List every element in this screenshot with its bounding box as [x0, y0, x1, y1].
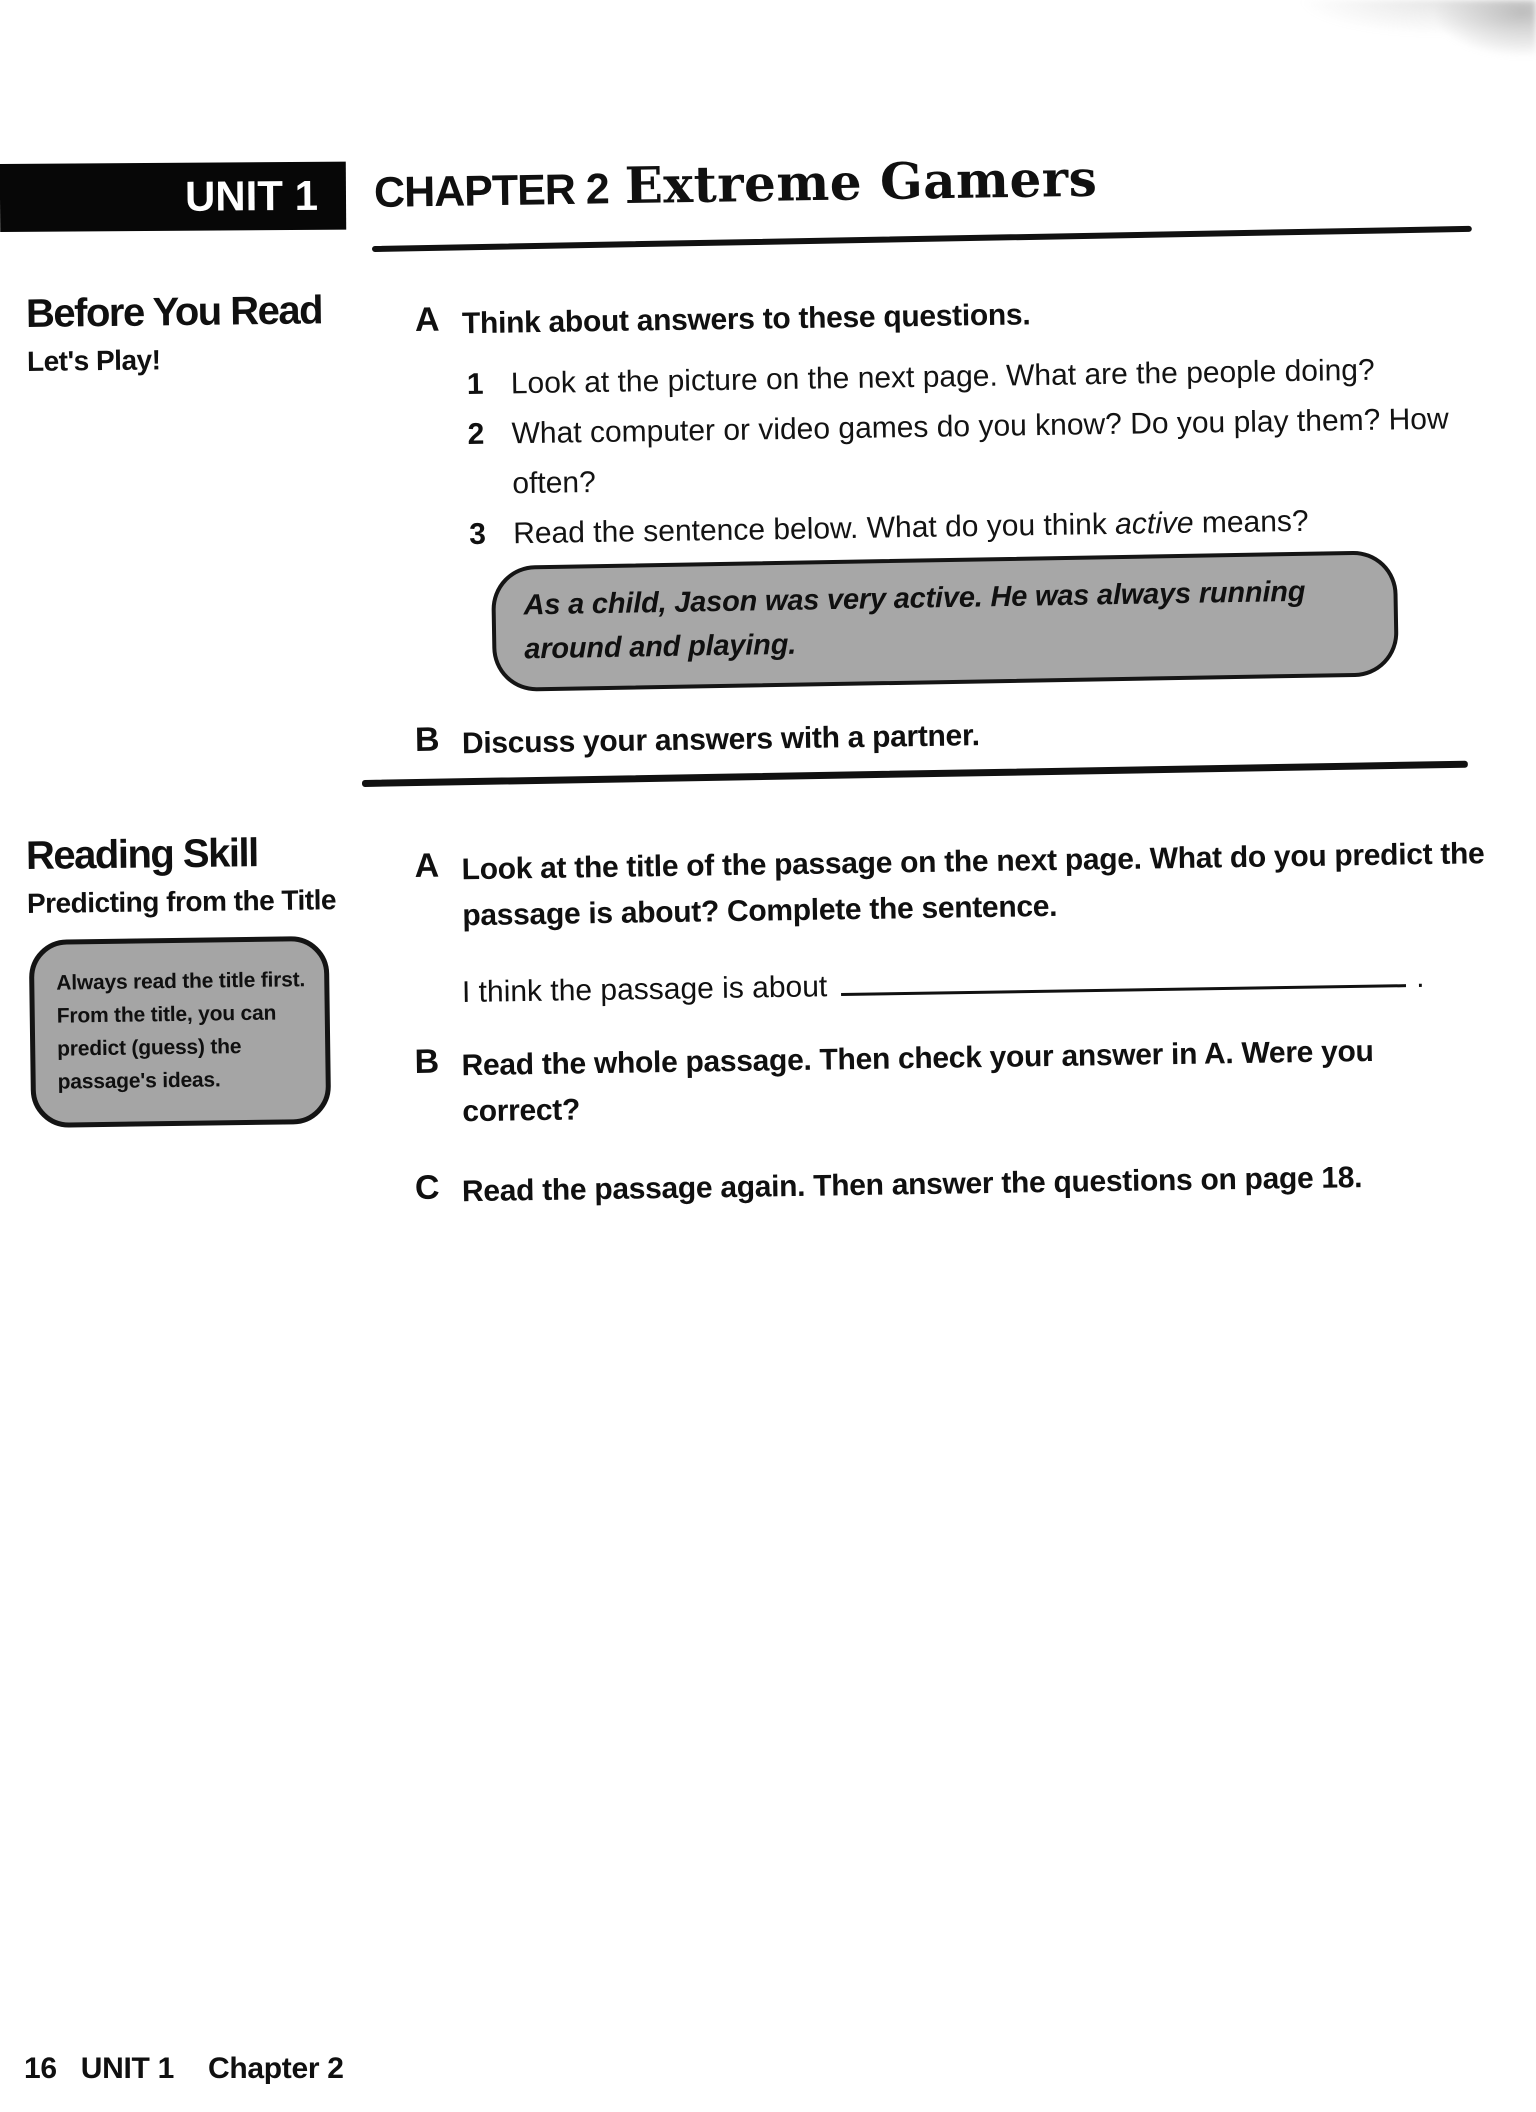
- section-instruction: Look at the title of the passage on the next page. What do you predict the passage is about? Complete the sentence.: [461, 837, 1485, 933]
- rs-section-b: [414, 1025, 1472, 1136]
- example-sentence: As a child, Jason was very active. He was always running around and playing.: [523, 575, 1306, 666]
- question-number: 3: [468, 517, 487, 551]
- fill-in-sentence: [462, 961, 1425, 1010]
- section-instruction: Think about answers to these questions.: [461, 298, 1031, 341]
- reading-tip-box: [29, 936, 332, 1128]
- question-number: 2: [467, 417, 485, 452]
- rs-section-a: [414, 828, 1536, 940]
- section-label-c: C: [414, 1168, 440, 1207]
- footer-page-number: 16: [24, 2052, 57, 2085]
- section-instruction: Read the passage again. Then answer the questions on page 18.: [461, 1161, 1363, 1209]
- question-text: What computer or video games do you know? Do you play them? How often?: [511, 402, 1449, 501]
- fill-in-prompt: I think the passage is about: [461, 970, 828, 1009]
- unit-badge-label: UNIT 1: [184, 171, 319, 220]
- question-number: 1: [466, 367, 484, 402]
- section-instruction: Read the whole passage. Then check your answer in A. Were you correct?: [461, 1034, 1374, 1129]
- italic-term: active: [1114, 506, 1194, 541]
- before-you-read-subheading: Let's Play!: [26, 344, 161, 377]
- section-instruction: Discuss your answers with a partner.: [461, 719, 980, 761]
- before-you-read-heading: Before You Read: [25, 288, 323, 336]
- footer-unit-label: UNIT 1: [80, 2052, 174, 2085]
- question-text: Look at the picture on the next page. What are the people doing?: [510, 353, 1375, 401]
- unit-badge: [0, 162, 346, 232]
- fill-in-period: .: [1415, 960, 1425, 995]
- rs-section-c: [415, 1150, 1536, 1216]
- scan-smudge: [1216, 0, 1536, 150]
- footer: [24, 2052, 344, 2086]
- reading-skill-subheading: Predicting from the Title: [26, 884, 337, 919]
- byr-section-b: [415, 705, 1363, 768]
- reading-tip-text: Always read the title first. From the title, you can predict (guess) the passage's ideas.: [56, 968, 306, 1094]
- reading-skill-heading: Reading Skill: [25, 831, 258, 878]
- question-text-after: means?: [1193, 504, 1309, 540]
- byr-section-a: [415, 285, 1363, 348]
- section-label-b: B: [414, 720, 440, 759]
- section-label-a: A: [414, 846, 440, 886]
- chapter-title: Extreme Gamers: [624, 148, 1098, 216]
- chapter-underline: [372, 226, 1472, 252]
- chapter-header: [374, 149, 1098, 219]
- chapter-label: CHAPTER 2: [373, 165, 610, 217]
- section-label-b: B: [414, 1042, 440, 1082]
- question-text-before: Read the sentence below. What do you think: [512, 507, 1116, 551]
- question-list: [466, 344, 1481, 560]
- footer-chapter-label: Chapter 2: [208, 2052, 344, 2085]
- question-row: [467, 394, 1480, 510]
- section-label-a: A: [414, 300, 440, 339]
- fill-in-blank: [841, 984, 1406, 996]
- example-sentence-box: [491, 550, 1399, 692]
